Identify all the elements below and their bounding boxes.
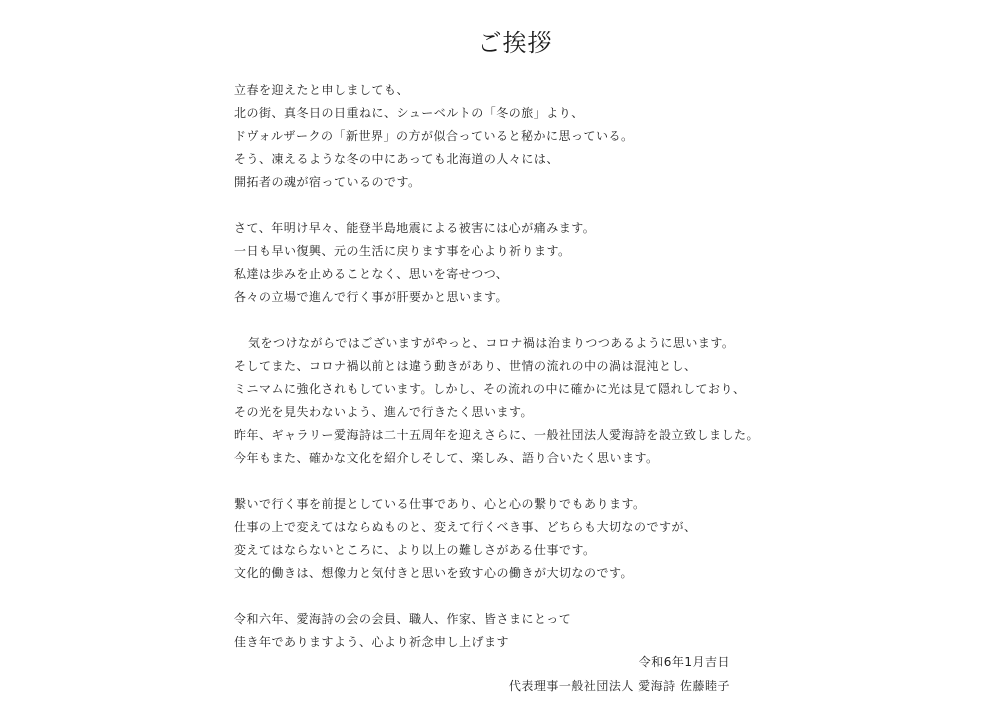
body-line: そしてまた、コロナ禍以前とは違う動きがあり、世情の流れの中の渦は混沌とし、 [234, 359, 697, 373]
paragraph-earthquake [234, 217, 994, 309]
body-line: 私達は歩みを止めることなく、思いを寄せつつ、 [234, 267, 509, 281]
page-title: ご挨拶 [477, 29, 553, 57]
greeting-body [234, 79, 994, 654]
body-line: 一日も早い復興、元の生活に戻ります事を心より祈ります。 [234, 244, 571, 258]
body-line: 文化的働きは、想像力と気付きと思いを致す心の働きが大切なのです。 [234, 566, 634, 580]
letter-date: 令和6年1月吉日 [638, 655, 730, 669]
body-line: 令和六年、愛海詩の会の会員、職人、作家、皆さまにとって [234, 612, 572, 626]
body-line: 佳き年でありますよう、心より祈念申し上げます [234, 635, 510, 649]
body-line: 変えてはならないところに、より以上の難しさがある仕事です。 [234, 543, 596, 557]
body-line: 開拓者の魂が宿っているのです。 [234, 175, 421, 189]
paragraph-corona [234, 332, 994, 470]
paragraph-work [234, 493, 994, 585]
body-line: さて、年明け早々、能登半島地震による被害には心が痛みます。 [234, 221, 596, 235]
body-line: 今年もまた、確かな文化を紹介しそして、楽しみ、語り合いたく思います。 [234, 451, 659, 465]
letter-signature: 代表理事一般社団法人 愛海詩 佐藤睦子 [508, 679, 730, 693]
body-line: ミニマムに強化されもしています。しかし、その流れの中に確かに光は見て隠れしており、 [234, 382, 746, 396]
body-line: ドヴォルザークの「新世界」の方が似合っていると秘かに思っている。 [234, 129, 634, 143]
body-line: そう、凍えるような冬の中にあっても北海道の人々には、 [234, 152, 559, 166]
body-line: 気をつけながらではございますがやっと、コロナ禍は治まりつつあるように思います。 [248, 336, 735, 350]
body-line: 北の街、真冬日の日重ねに、シューベルトの「冬の旅」より、 [234, 106, 584, 120]
body-line: 繋いで行く事を前提としている仕事であり、心と心の繋りでもあります。 [234, 497, 646, 511]
body-line: 各々の立場で進んで行く事が肝要かと思います。 [234, 290, 509, 304]
paragraph-spring [234, 79, 994, 194]
body-line: 昨年、ギャラリー愛海詩は二十五周年を迎えさらに、一般社団法人愛海詩を設立致しました。 [234, 428, 760, 442]
body-line: 立春を迎えたと申しましても、 [234, 83, 410, 97]
body-line: 仕事の上で変えてはならぬものと、変えて行くべき事、どちらも大切なのですが、 [234, 520, 697, 534]
paragraph-closing [234, 608, 994, 654]
body-line: その光を見失わないよう、進んで行きたく思います。 [234, 405, 534, 419]
